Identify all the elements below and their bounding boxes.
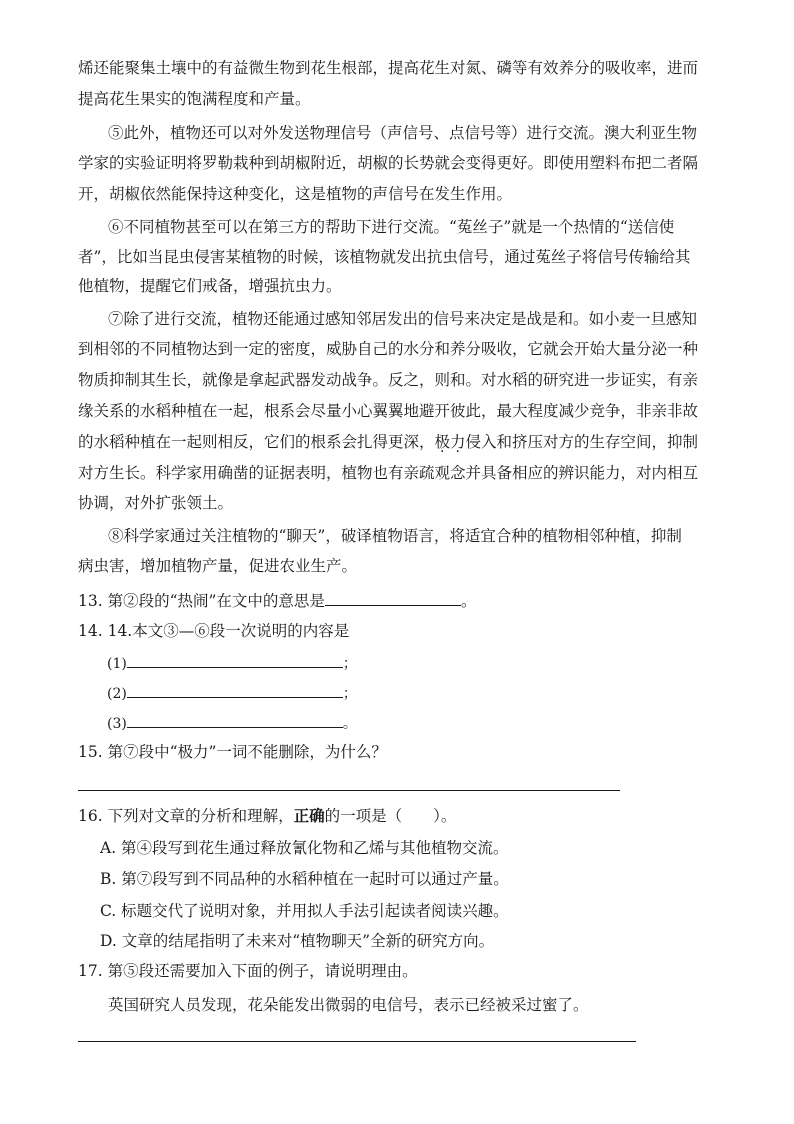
- paragraph-7-line: 到相邻的不同植物达到一定的密度，威胁自己的水分和养分吸收，它就会开始大量分泌一种: [78, 340, 699, 358]
- question-text: 的一项是（ ）。: [324, 807, 457, 825]
- question-14: 14. 14.本文③—⑥段一次说明的内容是: [78, 622, 350, 640]
- option-b[interactable]: B. 第⑦段写到不同品种的水稻种植在一起时可以通过产量。: [100, 870, 509, 888]
- paragraph-5-line: 学家的实验证明将罗勒栽种到胡椒附近，胡椒的长势就会变得更好。即使用塑料布把二者隔: [78, 154, 699, 172]
- paragraph-7-line: 物质抑制其生长，就像是拿起武器发动战争。反之，则和。对水稻的研究进一步证实，有亲: [78, 371, 699, 389]
- paragraph-5-line: ⑤此外，植物还可以对外发送物理信号（声信号、点信号等）进行交流。澳大利亚生物: [108, 124, 698, 142]
- punctuation: 。: [342, 716, 357, 732]
- paragraph-8-line: 病虫害，增加植物产量，促进农业生产。: [78, 557, 358, 575]
- question-14-item-3: [107, 712, 357, 734]
- paragraph-7-line: 对方生长。科学家用确凿的证据表明，植物也有亲疏观念并具备相应的辨识能力，对内相互: [78, 464, 699, 482]
- emphasis-text: 正确: [293, 806, 325, 825]
- paragraph-6-line: ⑥不同植物甚至可以在第三方的帮助下进行交流。“菟丝子”就是一个热情的“送信使: [108, 218, 675, 236]
- paragraph-8-line: ⑧科学家通过关注植物的“聊天”，破译植物语言，将适宜合种的植物相邻种植，抑制: [108, 527, 682, 545]
- paragraph-6-line: 他植物，提醒它们戒备，增强抗虫力。: [78, 277, 342, 295]
- item-number: (1): [107, 656, 127, 672]
- punctuation: ；: [342, 686, 357, 702]
- question-15: 15. 第⑦段中“极力”一词不能删除，为什么？: [78, 743, 387, 761]
- answer-blank[interactable]: [127, 712, 343, 728]
- paragraph-7-line: 缘关系的水稻种植在一起，根系会尽量小心翼翼地避开彼此，最大程度减少竞争，非亲非故: [78, 402, 699, 420]
- answer-blank[interactable]: [325, 590, 461, 606]
- paragraph-7-line: 协调，对外扩张领土。: [78, 494, 234, 512]
- question-14-item-2: [107, 682, 357, 704]
- question-13: [78, 590, 476, 611]
- question-16: [78, 806, 456, 826]
- paragraph-7-line: [78, 432, 698, 452]
- answer-line[interactable]: [78, 1041, 636, 1042]
- question-17: 17. 第⑤段还需要加入下面的例子，请说明理由。: [78, 962, 418, 980]
- passage-text: 侵入和挤压对方的生存空间，抑制: [465, 433, 699, 451]
- paragraph-5-line: 开，胡椒依然能保持这种变化，这是植物的声信号在发生作用。: [78, 185, 513, 203]
- passage-line: 提高花生果实的饱满程度和产量。: [78, 90, 311, 108]
- question-17-example: 英国研究人员发现，花朵能发出微弱的电信号，表示已经被采过蜜了。: [108, 996, 589, 1014]
- answer-blank[interactable]: [127, 682, 343, 698]
- passage-text: 的水稻种植在一起则相反，它们的根系会扎得更深，: [78, 433, 435, 451]
- question-14-item-1: [107, 652, 357, 674]
- question-text: 13. 第②段的“热闹”在文中的意思是: [78, 592, 325, 610]
- question-text: 16. 下列对文章的分析和理解，: [78, 807, 294, 825]
- option-d[interactable]: D. 文章的结尾指明了未来对“植物聊天”全新的研究方向。: [100, 932, 495, 950]
- answer-blank[interactable]: [127, 652, 343, 668]
- punctuation: 。: [460, 592, 477, 610]
- emphasized-word-char: 极: [434, 433, 451, 451]
- emphasized-word-char: 力: [450, 433, 466, 451]
- item-number: (3): [107, 716, 127, 732]
- option-a[interactable]: A. 第④段写到花生通过释放氰化物和乙烯与其他植物交流。: [100, 839, 509, 857]
- passage-line: 烯还能聚集土壤中的有益微生物到花生根部，提高花生对氮、磷等有效养分的吸收率，进而: [78, 59, 699, 77]
- paragraph-7-line: ⑦除了进行交流，植物还能通过感知邻居发出的信号来决定是战是和。如小麦一旦感知: [108, 310, 698, 328]
- punctuation: ；: [342, 656, 357, 672]
- item-number: (2): [107, 686, 127, 702]
- paragraph-6-line: 者”，比如当昆虫侵害某植物的时候，该植物就发出抗虫信号，通过菟丝子将信号传输给其: [78, 248, 691, 266]
- answer-line[interactable]: [78, 790, 620, 791]
- option-c[interactable]: C. 标题交代了说明对象，并用拟人手法引起读者阅读兴趣。: [100, 902, 509, 920]
